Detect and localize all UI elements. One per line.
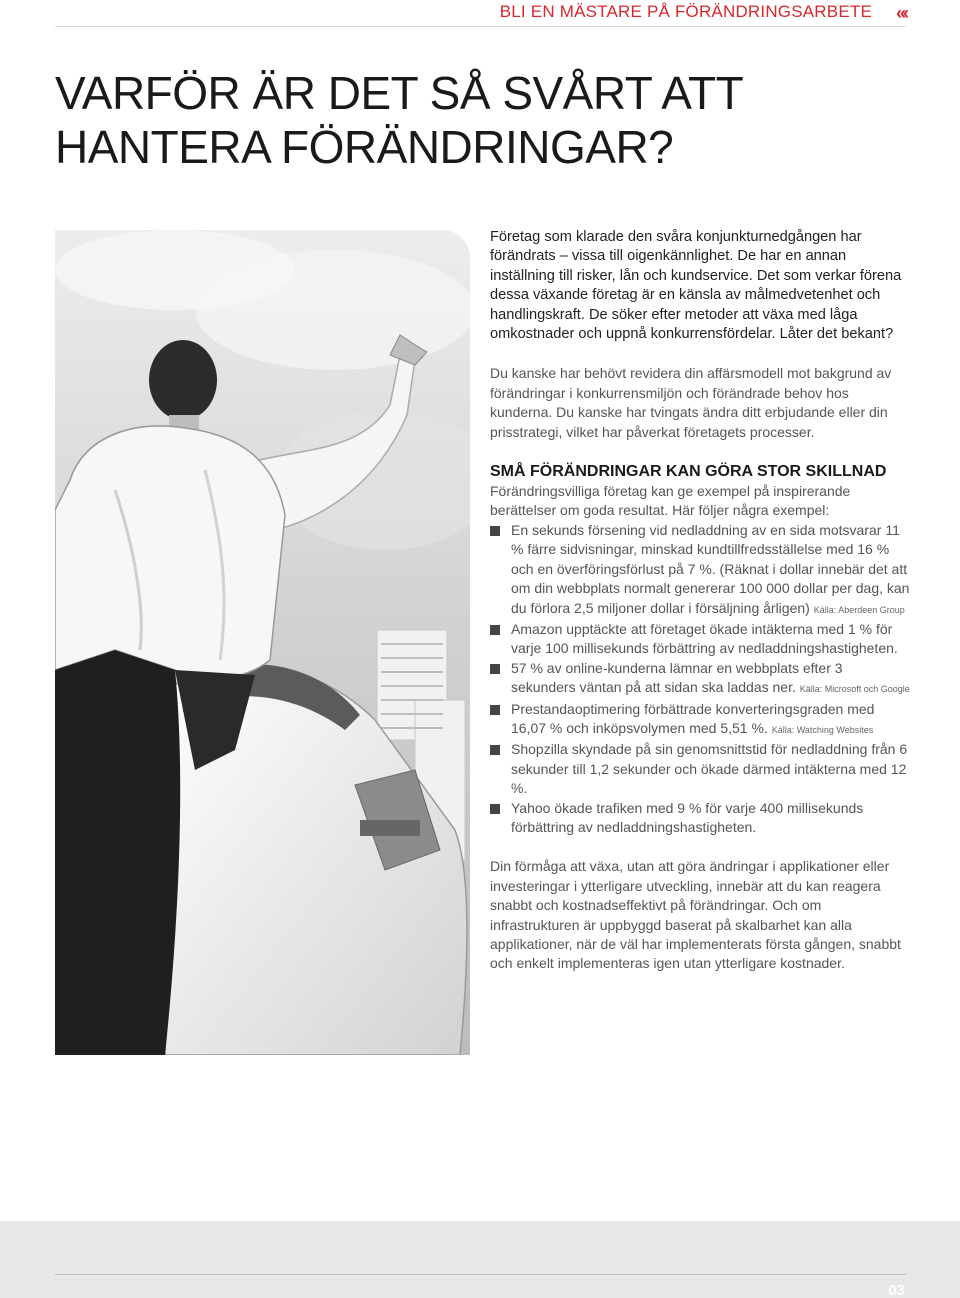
page-title-line-1: VARFÖR ÄR DET SÅ SVÅRT ATT xyxy=(55,67,744,119)
page-header xyxy=(55,0,906,27)
body-paragraph: Du kanske har behövt revidera din affärsmodell mot bakgrund av förändringar i konkurrensmiljön och förändrade behov hos kunderna. Du kanske har tvingats ändra ditt erbjudande eller din prisstrategi, vilket har påverkat företagets processer. xyxy=(490,365,892,440)
list-item: 57 % av online-kunderna lämnar en webbplats efter 3 sekunders väntan på att sidan ska laddas ner. Källa: Microsoft och Google xyxy=(490,659,910,700)
footer-band xyxy=(0,1221,960,1298)
source-note: Källa: Aberdeen Group xyxy=(813,604,905,615)
man-pointing-photo xyxy=(55,230,470,1055)
article-body xyxy=(490,228,910,974)
bullet-square-icon xyxy=(490,745,500,755)
footer-divider xyxy=(55,1274,906,1275)
chevron-left-icon: «‹ xyxy=(895,3,906,23)
examples-list xyxy=(490,521,910,838)
intro-paragraph: Företag som klarade den svåra konjunkturnedgången har förändrats – vissa till oigenkännlighet. De har en annan inställning till risker, lån och kundservice. Det som verkar förena dessa växande företag är en känsla av målmedvetenhet och handlingskraft. De söker efter metoder att växa med låga omkostnader och uppnå konkurrensfördelar. Låter det bekant? xyxy=(490,229,902,343)
page-title-line-2: HANTERA FÖRÄNDRINGAR? xyxy=(55,121,674,173)
list-item: Amazon upptäckte att företaget ökade intäkterna med 1 % för varje 100 millisekunds förbättring av nedladdningshastigheten. xyxy=(490,620,910,659)
source-note: Källa: Microsoft och Google xyxy=(799,684,910,695)
section-intro: Förändringsvilliga företag kan ge exempel på inspirerande berättelser om goda resultat. Här följer några exempel: xyxy=(490,483,851,519)
page-title xyxy=(55,66,815,174)
bullet-square-icon xyxy=(490,664,500,674)
list-item: Yahoo ökade trafiken med 9 % för varje 400 millisekunds förbättring av nedladdningshastigheten. xyxy=(490,799,910,838)
bullet-square-icon xyxy=(490,526,500,536)
list-item: Prestandaoptimering förbättrade konverteringsgraden med 16,07 % och inköpsvolymen med 5,51 %. Källa: Watching Websites xyxy=(490,700,910,741)
bullet-square-icon xyxy=(490,625,500,635)
closing-paragraph: Din förmåga att växa, utan att göra ändringar i applikationer eller investeringar i ytterligare utveckling, innebär att du kan reagera snabbt och kostnadseffektivt på förändringar. Och om infrastrukturen är uppbyggd baserat på skalbarhet kan alla applikationer, när de väl har implementerats första gången, snabbt och enkelt implementeras igen utan ytterligare kostnader. xyxy=(490,858,901,972)
bullet-square-icon xyxy=(490,804,500,814)
section-heading: SMÅ FÖRÄNDRINGAR KAN GÖRA STOR SKILLNAD xyxy=(490,463,887,481)
bullet-square-icon xyxy=(490,705,500,715)
section-title: BLI EN MÄSTARE PÅ FÖRÄNDRINGSARBETE xyxy=(499,2,872,21)
list-item: Shopzilla skyndade på sin genomsnittstid för nedladdning från 6 sekunder till 1,2 sekunder och ökade därmed intäkterna med 12 %. xyxy=(490,740,910,798)
list-item: En sekunds försening vid nedladdning av en sida motsvarar 11 % färre sidvisningar, minskad kundtillfredsställelse med 16 % och en överföringsförlust på 7 %. (Räknat i dollar innebär det att om din webbplats normalt genererar 100 000 dollar per dag, kan du förlora 2,5 miljoner dollar i försäljning årligen) Källa: Aberdeen Group xyxy=(490,521,910,620)
source-note: Källa: Watching Websites xyxy=(771,724,874,735)
page-number: 03 xyxy=(888,1282,905,1298)
